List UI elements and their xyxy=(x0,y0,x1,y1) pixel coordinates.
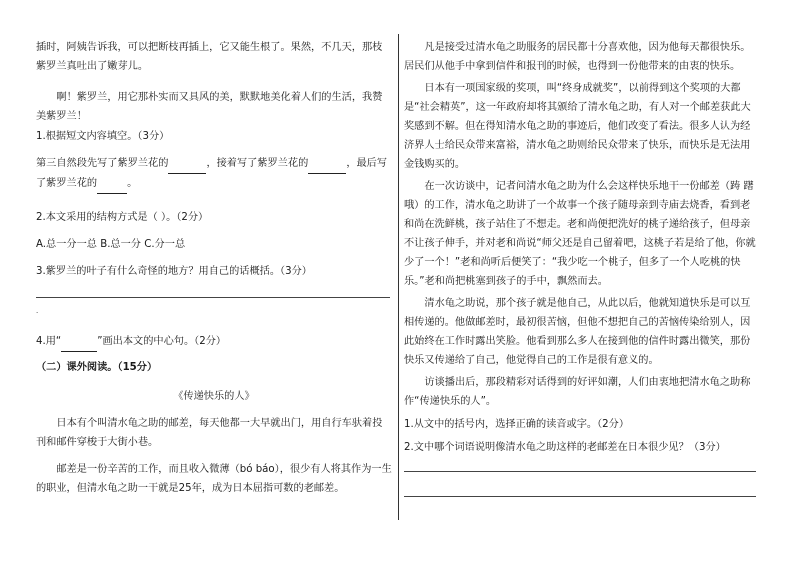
question-2-options: A.总一分一总 B.总一分 C.分一总 xyxy=(36,239,186,250)
right-column xyxy=(404,38,758,497)
section-heading: （二）课外阅读。（15分） xyxy=(36,362,158,373)
fill-blank[interactable] xyxy=(308,154,346,174)
question-2: 2.本文采用的结构方式是（ ）。（2分） xyxy=(36,212,209,223)
article-paragraph: 凡是接受过清水龟之助服务的居民都十分喜欢他，因为他每天都很快乐。居民们从他手中拿到信件和报刊的时候，也得到一份他带来的由衷的快乐。 xyxy=(404,42,751,72)
stray-mark: . xyxy=(36,307,39,315)
article-paragraph: 清水龟之助说，那个孩子就是他自己，从此以后，他就知道快乐是可以互相传递的。他做邮差时，最初很苦恼，但他不想把自己的苦恼传染给别人，因此始终在工作时露出笑脸。他看到那么多人在接到他的信件时露出微笑，那份快乐又传递给了自己，他觉得自己的工作是很有意义的。 xyxy=(404,298,751,366)
left-column xyxy=(36,38,392,498)
article-paragraph: 邮差是一份辛苦的工作，而且收入微薄（bó báo），很少有人将其作为一生的职业，但清水龟之助一干就是25年，成为日本屈指可数的老邮差。 xyxy=(36,464,392,494)
article-title: 《传递快乐的人》 xyxy=(173,391,255,402)
column-divider xyxy=(398,34,399,520)
question-2: 2.文中哪个词语说明像清水龟之助这样的老邮差在日本很少见？（3分） xyxy=(404,442,726,453)
question-1-fill: 第三自然段先写了紫罗兰花的 ，接着写了紫罗兰花的 ，最后写了紫罗兰花的 。 xyxy=(36,154,392,194)
question-1: 1.根据短文内容填空。（3分） xyxy=(36,131,170,142)
question-4: 4.用“ ”画出本文的中心句。（2分） xyxy=(36,332,392,352)
underline-sample xyxy=(61,332,97,352)
article-paragraph: 日本有个叫清水龟之助的邮差，每天他都一大早就出门，用自行车驮着投刊和邮件穿梭于大街小巷。 xyxy=(36,418,383,448)
article-paragraph: 访谈播出后，那段精彩对话得到的好评如潮，人们由衷地把清水龟之助称作“传递快乐的人”。 xyxy=(404,377,751,407)
story-paragraph: 啊！紫罗兰，用它那朴实而又具风的美，默默地美化着人们的生活，我赞美紫罗兰！ xyxy=(36,92,383,122)
fill-blank[interactable] xyxy=(97,174,127,194)
answer-line[interactable] xyxy=(36,297,390,298)
question-3: 3.紫罗兰的叶子有什么奇怪的地方？用自己的话概括。（3分） xyxy=(36,266,312,277)
article-paragraph: 在一次访谈中，记者问清水龟之助为什么会这样快乐地干一份邮差（踌 躇 哦）的工作，清水龟之助讲了一个故事一个孩子随母亲到寺庙去烧香，看到老和尚在洗鲜桃，孩子站住了不想走。老和尚便把洗好的桃子递给孩子，但母亲不让孩子伸手，并对老和尚说“师父还是自己留着吧，这桃子若是给了他，你就少了一个！”老和尚听后便笑了：“我少吃一个桃子，但多了一个人吃桃的快乐。”老和尚把桃塞到孩子的手中，飘然而去。 xyxy=(404,181,756,287)
question-1: 1.从文中的括号内，选择正确的读音或字。（2分） xyxy=(404,419,630,430)
story-paragraph: 插时，阿姨告诉我，可以把断枝再插上，它又能生根了。果然，不几天，那枝紫罗兰真吐出了嫩芽儿。 xyxy=(36,42,383,72)
fill-blank[interactable] xyxy=(168,154,206,174)
article-paragraph: 日本有一项国家级的奖项，叫“终身成就奖”，以前得到这个奖项的大都是“社会精英”，这一年政府却将其颁给了清水龟之助，有人对一个邮差获此大奖感到不解。但在得知清水龟之助的事迹后，他们改变了看法。很多人认为经济界人士给民众带来富裕，清水龟之助则给民众带来了快乐，而快乐是无法用金钱购买的。 xyxy=(404,83,751,170)
answer-line[interactable] xyxy=(404,471,756,472)
answer-line[interactable] xyxy=(404,496,756,497)
